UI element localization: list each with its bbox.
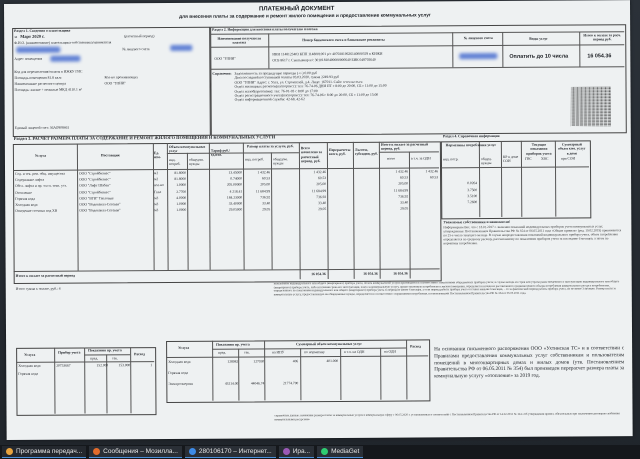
area-label: Площадь помещения 81.8 кв.м — [14, 75, 62, 80]
table-cell: Горячая вода — [15, 196, 35, 201]
account-label: № лицевого счета — [122, 47, 150, 52]
th-supplier: Поставщик — [100, 153, 120, 158]
table-cell: 33.40000 — [228, 201, 243, 206]
table-row — [441, 199, 589, 206]
table-cell: 3.7500 — [467, 187, 478, 192]
browser-icon — [6, 448, 13, 455]
taskbar — [0, 445, 640, 459]
ref-line: Отдел жалоб(претензии): тел: 76-01-03 с 8:00 до 17:00 — [234, 88, 318, 94]
table-cell: ООО "Стройбизнес" — [79, 171, 111, 176]
s3-total-final: 16 054.36 — [393, 271, 408, 276]
col-total: Итого к оплате за расч. период руб. — [583, 33, 622, 42]
meters-left-table — [16, 347, 156, 416]
s4-h-norms: Нормативы потребления услуг — [445, 142, 497, 148]
s3-total-benefits: 16 054.36 — [363, 271, 378, 276]
table-cell: м2 — [154, 171, 159, 176]
meter-row — [166, 380, 428, 393]
table-cell: 1 432.46 — [425, 169, 439, 174]
table-cell: 2.7700 — [176, 189, 187, 194]
table-cell: ООО "ВГИ" Тепловые — [79, 196, 114, 201]
redacted-personal-account — [459, 53, 497, 59]
middle-note: Итого сумма к оплате, руб.: 4 — [15, 286, 61, 291]
ref-label: Справочно: — [212, 71, 232, 76]
table-cell: 60.53 — [429, 175, 439, 180]
section-3-heading: Раздел 3. РАСЧЕТ РАЗМЕРА ПЛАТЫ ЗА СОДЕРЖАНИЕ И РЕМОНТ ЖИЛОГО ПОМЕЩЕНИЯ И КОММУНАЛЬНЫХ УСЛУГИ — [13, 134, 276, 141]
ref-line: ООО "УЛИИ" Адрес: г. Ухта, ул. Строителей, д.4. Лицо: 167011. Сайт: www.uz-ts.ru — [234, 79, 363, 85]
ml-h-usage: Расход — [134, 352, 145, 357]
redacted-account — [170, 45, 192, 51]
area-total: Площадь: жилые + нежилые МКД 4110.1 м² — [14, 87, 83, 92]
document-title: ПЛАТЕЖНЫЙ ДОКУМЕНТ — [259, 5, 335, 13]
taskbar-item-mediaget[interactable] — [317, 446, 363, 458]
table-cell: 81.8000 — [174, 170, 187, 175]
table-cell: 4 218.41 — [229, 189, 243, 194]
table-cell: 1.0000 — [176, 208, 187, 213]
table-cell: Отведение сточных вод ХВ — [15, 208, 58, 214]
table-cell: 29.05 — [400, 206, 409, 211]
meter-row — [16, 371, 154, 380]
payment-document — [4, 0, 633, 440]
table-cell: ООО "Водоканал-Сетевая" — [79, 202, 121, 207]
table-cell: 33.40 — [318, 201, 327, 206]
period-value: Март 2020 г. — [20, 33, 45, 39]
ml-sub-prev: пред. — [90, 356, 99, 361]
table-cell: 736.92 — [260, 195, 271, 200]
table-cell: 11 684.99 — [255, 188, 271, 194]
ml-sub-cur: тек. — [112, 356, 118, 361]
s4-sub-kr: КР в доме СОИ — [502, 154, 519, 164]
table-cell: 205.00 — [398, 181, 409, 186]
internet-icon — [189, 448, 196, 455]
table-cell: 7.2600 — [467, 200, 478, 205]
table-cell: 0.0264 — [467, 181, 478, 186]
ml-h-readings: Показания пр. учета — [88, 348, 122, 353]
table-cell: 43214.00 — [224, 381, 239, 386]
ref-line: Дата последней поступившей оплаты 03.03.2020, сумма 2249.93 руб — [234, 75, 339, 80]
total-due: 16 054.36 — [587, 53, 612, 60]
uk-label: Наименование расчетного центра — [14, 81, 66, 86]
table-cell: м3 — [154, 195, 159, 200]
table-cell: 3.5100 — [467, 193, 478, 198]
period-note: (расчетный период) — [124, 34, 155, 39]
table-cell: 127030 — [253, 359, 265, 364]
table-cell: 4.0000 — [176, 195, 187, 200]
mr-sub-odn2: на ОДН — [384, 349, 397, 354]
table-cell: 20753667 — [56, 363, 71, 368]
gis-label: Код для перечисления/оплаты в ИЖКУ ГИС — [14, 69, 83, 74]
th-tariff: Тариф руб./ед.изм. — [210, 148, 230, 158]
col-type: Виды услуг — [529, 36, 548, 41]
taskbar-item-label: Сообщения – Мозилла... — [103, 448, 178, 455]
table-cell: Отопление — [15, 190, 32, 195]
meters-left-rows — [16, 363, 154, 376]
table-cell: 33.40 — [400, 200, 409, 205]
ref-line: Отдел информационной службы: 42-68, 42-62 — [234, 97, 305, 103]
mr-sub-cur: тек. — [244, 350, 250, 355]
sub-odn-total: в т.ч. за ОДН — [410, 156, 431, 161]
table-cell: Электроэнергия — [168, 381, 193, 387]
table-cell: 29.05 — [262, 207, 271, 212]
mr-h-readings: Показания пр. учета — [216, 342, 250, 347]
table-cell: Сод. и тек. рем. общ. имущества — [15, 171, 65, 176]
table-cell: 44046.74 — [250, 381, 265, 386]
ref-line: Отдел регистрационного учета(паспортист): тел: 76-74-06 с 8:00 до 20:00, СБ с 11:00 до 15:00 — [234, 92, 379, 98]
s3-total-label: Итого к оплате за расчетный период — [15, 273, 75, 278]
bank-line-1: ИНН 1148123403 КПП 1148001001 р/с 40702810626140000329 в КИЖИ — [272, 51, 383, 57]
table-cell: 184.23000 — [226, 195, 243, 200]
th-fee: Размер платы за услуги, руб. — [246, 144, 294, 149]
col-bank: Номер банковского счета и банковские реквизиты — [302, 37, 385, 43]
table-cell: 1 — [150, 363, 153, 368]
recalc-notice: На основании письменного распоряжения ООО «Ухтинская ТС» и в соответствии с Правилами предоставления коммунальных услуг собственникам и пользователям помещений в многоквартирных домах и жилых домов (утв. Постановлением Правительства РФ от 06.05.2011 № 354) был произведен перерасчет размера платы за коммунальную услугу «отопление» за 2019 год. — [434, 345, 625, 380]
th-benefits: Льготы, субсидии, руб. — [354, 147, 378, 157]
table-cell: 1.0000 — [176, 183, 187, 188]
document-subtitle: для внесения платы за содержание и ремонт жилого помещения и предоставление коммунальных услуг — [179, 13, 431, 20]
payer-label: Ф.И.О. (наименование) плательщика-собственника/нанимателя — [14, 40, 112, 45]
table-cell: 60.53 — [399, 175, 409, 180]
table-cell: 0.74000 — [230, 176, 243, 181]
s4-h-total: Суммарный объем ком. услуг в доме — [558, 142, 586, 156]
th-unit: Ед. изм. — [153, 151, 161, 160]
table-cell: Горячая вода — [18, 371, 39, 376]
footnote: справочные данные: изменения размера платы за коммунальные услуги в коммунальную сферу с 06.05.2020 г. установленных в соответствии с Постановлением Правительства РФ от 14.02.2012 № 124 «Об утверждении правил, обязательных при заключении договоров снабжения коммунальными ресурсами» — [274, 411, 620, 421]
s4-sub-soi: при СОИ — [560, 156, 576, 161]
redacted-name — [16, 47, 60, 53]
middle-text: пользование индивидуального или общего (квартирного) прибора учета; оплата коммунальной услуги производится в соответствии с показаниями общедомовых приборов учета; в случае выхода из строя или утраты ранее введенного в эксплуатацию индивидуального или общего (квартирного) прибора учета, либо истечения срока его эксплуатации, плата за коммунальную услугу, предоставленную потребителю в жилом помещении, определяется исходя из рассчитанного среднемесячного объема потребления коммунального ресурса потребителем, определенного по показаниям индивидуального или общего (квартирного) прибора учета за период не менее 6 месяцев, а если период работы прибора учета составил меньше 6 месяцев, – то за фактический период работы прибора учета, но не менее 3 месяцев. Размер платы за коммунальную услугу, предоставленную на общедомовые нужды, определяется в соответствии с нормативами потребления, установленными Постановлением Правительства РФ № 354 от 06.05.2011 года. — [273, 279, 620, 296]
table-cell: 128982 — [227, 359, 239, 364]
mr-h-service: Услуга — [178, 345, 190, 350]
table-cell: 736.92 — [398, 194, 409, 199]
table-cell: 1 432.46 — [395, 169, 409, 174]
taskbar-item-label: 280106170 – Интернет... — [198, 448, 272, 455]
recipient-name: ООО "УЛИИ" — [214, 56, 236, 61]
uk-name: ООО "УЛИИ" — [104, 81, 126, 86]
ref-lines — [234, 71, 386, 103]
mr-h-usage: Расход — [410, 344, 421, 349]
taskbar-item-internet[interactable] — [185, 446, 276, 458]
mediaget-icon — [321, 448, 328, 455]
mr-sub-odn: в т.ч. на ОДН — [344, 349, 365, 354]
table-cell: 11 684.99 — [311, 188, 327, 193]
table-cell: м3 — [154, 208, 159, 213]
s4-sub-gvs: ГВС — [524, 156, 532, 161]
ref-line: Отдел жилищных расчетов(паспортист): тел: 76-74-06 ДНИ ПТ с 8:00 до 20:00, СБ с 11:00 до 15:00 — [234, 83, 387, 89]
table-cell: Содержание лифта — [15, 177, 45, 183]
taskbar-item-label: Ира... — [292, 448, 311, 455]
taskbar-item-label: MediaGet — [331, 448, 360, 455]
th-total: Итого к оплате за расчетный период, руб. — [380, 142, 429, 152]
table-cell: 406 — [292, 359, 299, 364]
table-cell: 736.92 — [316, 194, 327, 199]
qr-code — [571, 86, 611, 126]
table-cell: Обсл. лифта и пр. эл.сч. техн. уст. — [15, 184, 67, 189]
ml-h-meter: Прибор учета — [58, 350, 81, 355]
col-personal: № лицевого счета — [463, 36, 493, 41]
section-4-rows — [441, 168, 589, 205]
table-cell: 60.53 — [317, 176, 327, 181]
residents-label: Кол-во проживающих — [104, 75, 139, 80]
ml-h-service: Услуга — [24, 352, 36, 357]
section-4-heading: Раздел 4. Справочная информация — [442, 133, 500, 139]
s4-sub-odn: общед. нужды — [480, 157, 492, 166]
table-cell: 81.8000 — [174, 177, 187, 182]
sub-odn-fee: общедом. нужды — [272, 157, 288, 166]
table-cell: Холодная вода — [168, 359, 191, 365]
th-service: Услуга — [34, 153, 47, 158]
mr-sub-ipu: на ИПУ — [272, 350, 285, 355]
th-recalc: Перерасчеты всего, руб. — [328, 147, 351, 157]
col-recipient: Наименование получателя платежа — [217, 36, 261, 46]
table-cell: 205.00000 — [226, 182, 243, 188]
notice-title: Уважаемые собственники и наниматели! — [443, 219, 511, 225]
table-cell: 401.000 — [326, 358, 339, 364]
table-cell: ООО "Стройбизнес" — [79, 177, 111, 182]
table-cell: Холодная вода — [15, 202, 38, 207]
table-cell: 21774.700 — [283, 381, 299, 386]
table-cell: 29.05000 — [228, 207, 243, 212]
firefox-icon — [93, 448, 100, 455]
table-cell: 205.00 — [260, 182, 271, 187]
address-label: Адрес помещения — [14, 56, 43, 61]
taskbar-item-messages[interactable] — [89, 446, 182, 458]
table-cell: 1 432.46 — [257, 170, 271, 175]
mr-sub-norm: по нормативу — [304, 350, 325, 355]
bank-line-2: ОСБ 8617 г. Сыктывкар к/с 30101810400000000640 БИК 048702640 — [272, 57, 376, 63]
table-cell: м2 — [154, 177, 159, 182]
table-cell: 153.000 — [118, 363, 131, 368]
table-cell: 13.45000 — [228, 170, 243, 175]
mr-sub-prev: пред. — [218, 350, 227, 355]
section-1-heading: Раздел 1. Сведения о плательщике — [14, 28, 71, 33]
service-due: Оплатить до 10 числа — [509, 53, 569, 60]
table-cell: 33.40 — [262, 201, 271, 206]
table-cell: 1.0000 — [176, 201, 187, 206]
table-cell: 29.05 — [318, 207, 327, 212]
mr-h-volume: Суммарный объем коммунальных услуг — [296, 341, 362, 347]
section-2-heading: Раздел 2. Информация для внесения платы получателю платежа — [212, 27, 318, 32]
sub-ind: инд. потреб. — [168, 157, 181, 167]
table-cell: м3 — [154, 202, 159, 207]
s4-sub-hvs: ХВС — [540, 156, 549, 161]
s3-total-accrued: 16 054.36 — [311, 272, 326, 277]
table-cell: 152.000 — [96, 363, 109, 368]
table-cell: Горячая вода — [168, 370, 189, 376]
period-label: за — [14, 34, 18, 39]
th-accrued: Всего начислено за расчетный период, руб. — [300, 146, 322, 164]
table-cell: Гкал — [154, 189, 162, 194]
s4-sub-ind: инд. потр. — [442, 157, 459, 162]
table-cell: кол-во — [154, 183, 164, 188]
table-cell: 11 684.99 — [393, 188, 409, 193]
taskbar-item-tv-program[interactable] — [2, 446, 86, 458]
th-volume: Объем коммунальных услуг — [168, 144, 206, 154]
folder-icon — [283, 448, 290, 455]
table-cell: Холодная вода — [18, 363, 41, 368]
sub-all: всего — [386, 156, 396, 161]
s4-h-current: Текущие показания приборов учета — [526, 142, 552, 156]
table-cell: 1 432.46 — [313, 170, 327, 175]
single-account: Единый лицевой счет: 36АО908461 — [14, 125, 70, 130]
table-cell: 60.53 — [261, 176, 271, 181]
ref-line: Задолженность за предыдущие периоды (+/-) 0.00 руб — [234, 71, 318, 76]
sub-ind-fee: инд. потреб. — [244, 157, 264, 162]
table-cell: ООО "Стройбизнес" — [79, 189, 111, 195]
notice-text: Информируем Вас, что с 18.01.2017 г. значения показаний индивидуальных приборов учета коммунальных услуг, утвержденные Постановлением Правительства РФ № 354 от 06.05.2011 года «Общие правила» (ред. 19.02.2019) принимаются по 25-е число текущего месяца. В случае непредоставления показаний индивидуального прибора учета, объем потребления определяется по среднему расходу, рассчитанному по показаниям приборов учета за последние 6 месяцев, а затем по нормативу потребления. — [443, 224, 622, 246]
sub-odn: общедом. нужды — [188, 157, 204, 167]
taskbar-item-ira[interactable] — [279, 446, 314, 458]
table-cell: ООО "Лифт Шабан" — [79, 183, 111, 188]
taskbar-item-label: Программа передач... — [16, 448, 83, 455]
table-cell: ООО "Водоканал-Сетевая" — [79, 208, 121, 213]
table-cell: 205.00 — [316, 182, 327, 187]
redacted-address — [50, 56, 80, 62]
